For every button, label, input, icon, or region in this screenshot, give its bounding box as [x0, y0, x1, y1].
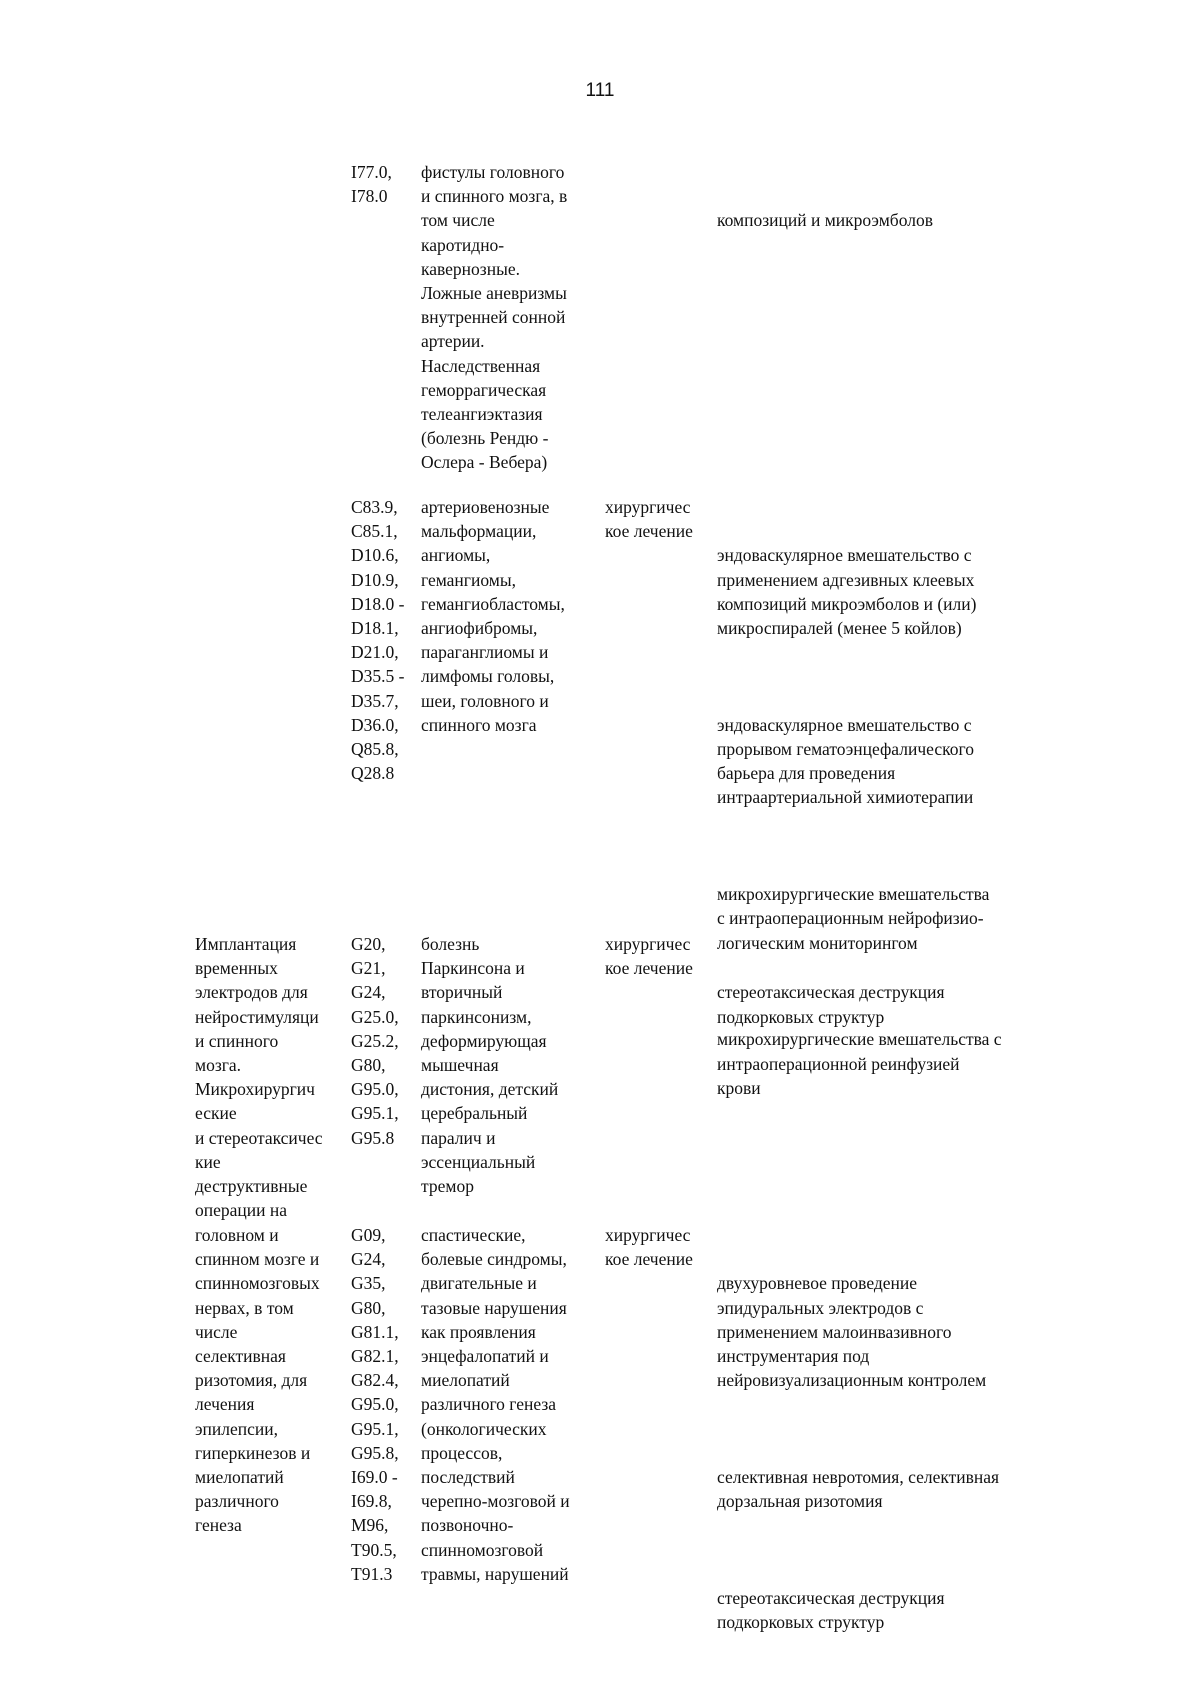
treatment-methods-cell [717, 160, 933, 281]
icd-codes-cell: C83.9, C85.1, D10.6, D10.9, D18.0 - D18.1, D21.0, D35.5 - D35.7, D36.0, Q85.8, Q28.8 [351, 497, 405, 784]
treatment-type-cell: хирургичес кое лечение [605, 497, 693, 542]
treatment-method: эндоваскулярное вмешательство с прорывом гематоэнцефалического барьера для проведения интраартериальной химиотерапии [717, 714, 974, 808]
diagnosis-cell: артериовенозные мальформации, ангиомы, гемангиомы, гемангиобластомы, ангиофибромы, параганглиомы и лимфомы головы, шеи, головного и спинного мозга [421, 497, 565, 735]
treatment-method: селективная невротомия, селективная дорзальная ризотомия [717, 1467, 1000, 1512]
procedure-name-cell: головном и спинном мозге и спинномозговых нервах, в том числе селективная ризотомия, для лечения эпилепсии, гиперкинезов и миелопатий различного генеза [195, 1225, 320, 1536]
treatment-method: микрохирургические вмешательства с интраоперационной реинфузией крови [717, 1029, 1002, 1098]
treatment-method: эндоваскулярное вмешательство с применением адгезивных клеевых композиций микроэмболов и (или) микроспиралей (менее 5 койлов) [717, 545, 977, 639]
page-number: 111 [585, 80, 615, 101]
treatment-method: двухуровневое проведение эпидуральных электродов с применением малоинвазивного инструментария под нейровизуализационным контролем [717, 1273, 987, 1391]
treatment-method: стереотаксическая деструкция подкорковых структур [717, 1588, 945, 1633]
procedure-name-cell: Имплантация временных электродов для нейростимуляци и спинного мозга. Микрохирургич еские и стереотаксичес кие деструктивные операции на [195, 934, 323, 1221]
icd-codes-cell: G09, G24, G35, G80, G81.1, G82.1, G82.4, G95.0, G95.1, G95.8, I69.0 - I69.8, M96, T90.5, T91.3 [351, 1225, 399, 1584]
treatment-methods-cell [717, 932, 945, 1077]
diagnosis-cell: фистулы головного и спинного мозга, в том числе каротидно- кавернозные. Ложные аневризмы внутренней сонной артерии. Наследственная геморрагическая телеангиэктазия (болезнь Рендю - Ослера - Вебера) [421, 162, 568, 473]
icd-codes-cell: I77.0, I78.0 [351, 162, 392, 207]
treatment-method: композиций и микроэмболов [717, 210, 933, 231]
icd-codes-cell: G20, G21, G24, G25.0, G25.2, G80, G95.0, G95.1, G95.8 [351, 934, 399, 1148]
treatment-type-cell: хирургичес кое лечение [605, 934, 693, 979]
diagnosis-cell: спастические, болевые синдромы, двигательные и тазовые нарушения как проявления энцефалопатий и миелопатий различного генеза (онкологических процессов, последствий черепно-мозговой и позвоночно- спинномозговой травмы, нарушений [421, 1225, 570, 1584]
treatment-type-cell: хирургичес кое лечение [605, 1225, 693, 1270]
treatment-method: стереотаксическая деструкция подкорковых структур [717, 982, 945, 1027]
diagnosis-cell: болезнь Паркинсона и вторичный паркинсонизм, деформирующая мышечная дистония, детский церебральный паралич и эссенциальный тремор [421, 934, 559, 1197]
treatment-methods-cell [717, 1223, 999, 1683]
treatment-method: микрохирургические вмешательства с интраоперационным нейрофизио- логическим мониторингом [717, 884, 990, 953]
